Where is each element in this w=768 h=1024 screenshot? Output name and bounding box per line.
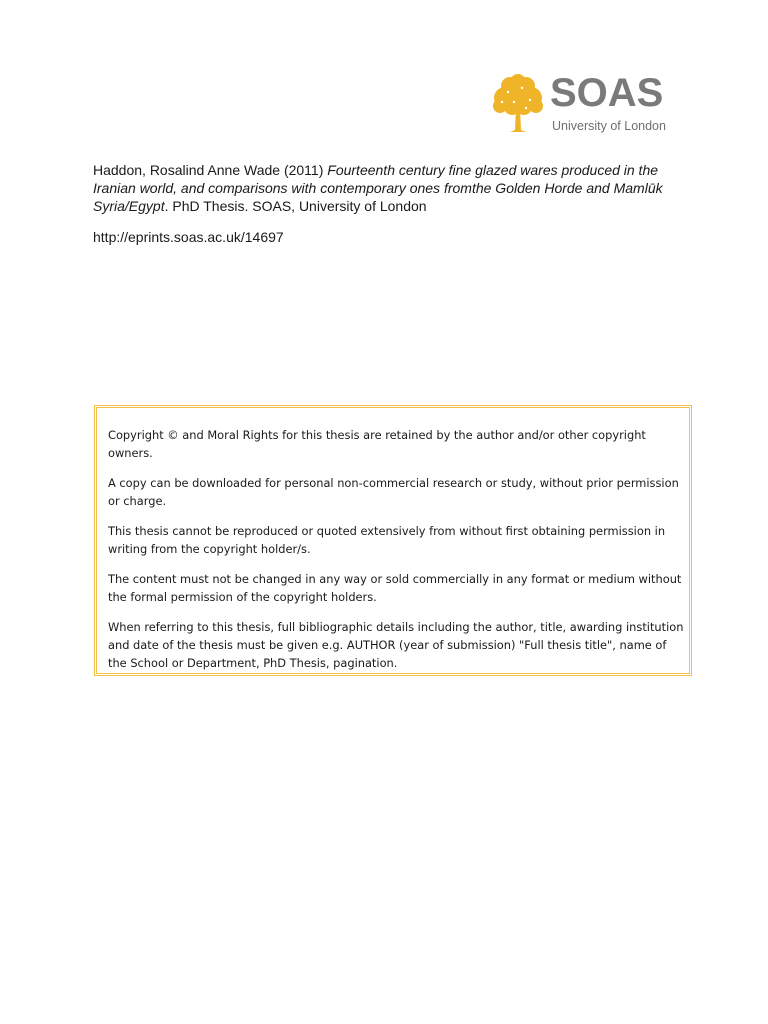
citation-author-year: Haddon, Rosalind Anne Wade (2011) [93,162,328,178]
soas-logo [488,71,680,136]
logo-wordmark: SOAS [550,71,664,115]
notice-paragraph: When referring to this thesis, full bibliographic details including the author, title, awarding institution and date of the thesis must be given e.g. AUTHOR (year of submission) "Full thesis title", name of the School or Department, PhD Thesis, pagination. [108,620,684,670]
eprints-url[interactable]: http://eprints.soas.ac.uk/14697 [93,229,284,245]
logo-subtitle: University of London [552,119,666,133]
copyright-notice-box [94,405,692,676]
citation [93,161,683,215]
notice-paragraph: This thesis cannot be reproduced or quoted extensively from without first obtaining permission in writing from the copyright holder/s. [108,524,666,556]
tree-icon [488,74,548,134]
notice-paragraph: Copyright © and Moral Rights for this thesis are retained by the author and/or other copyright owners. [108,428,646,460]
notice-paragraph: A copy can be downloaded for personal non-commercial research or study, without prior permission or charge. [108,476,679,508]
notice-paragraph: The content must not be changed in any way or sold commercially in any format or medium without the formal permission of the copyright holders. [108,572,682,604]
citation-rest: . PhD Thesis. SOAS, University of London [164,198,427,214]
citation-title: Fourteenth century fine glazed wares produced in the Iranian world, and comparisons with contemporary ones fromthe Golden Horde and Mamlūk Syria/Egypt [93,162,663,214]
copyright-notice-text [108,426,688,684]
